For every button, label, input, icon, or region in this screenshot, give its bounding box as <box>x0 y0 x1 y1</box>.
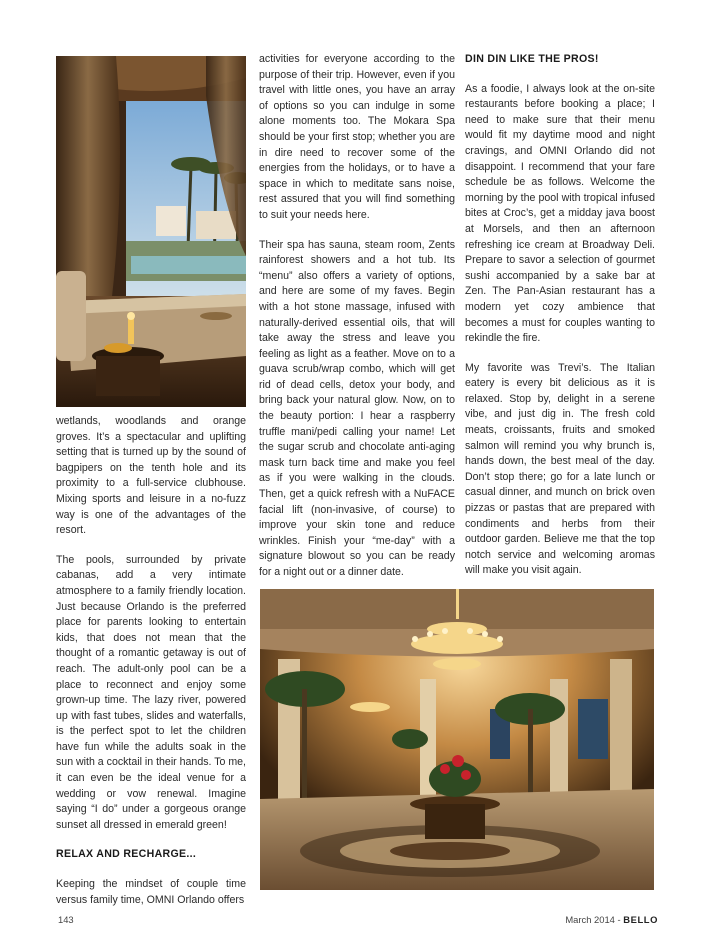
paragraph: activities for everyone according to the purpose of their trip. However, even if you travel with little ones, you have an array of options so you can indulge in some alone moments too. The Mokara Spa should be your first stop; whether you are in dire need to recover some of the energies from the holidays, or to have a space in which to meditate sans noise, rest assured that you will find something to suit your needs here. <box>259 53 455 221</box>
paragraph: My favorite was Trevi’s. The Italian eatery is every bit delicious as it is relaxed. Stop by, delight in a serene vibe, and just dig in. The fresh cold meats, croissants, fruits and smoked salmon will remind you why brunch is, hands down, the best meal of the day. Don’t stop there; go for a late lunch or casual dinner, and munch on brick oven pizzas or pastas that are prepared with condiments and herbs from their outdoor garden. Believe me that the top notch service and welcoming aromas will make you visit again. <box>465 361 655 577</box>
column-2 <box>259 52 455 595</box>
paragraph: wetlands, woodlands and orange groves. It’s a spectacular and uplifting setting that is turned up by the sound of bagpipers on the tenth hole and its proximity to a full-service clubhouse. Mixing sports and leisure in a no-fuzz way is one of the advantages of the resort. <box>56 415 246 537</box>
section-heading: RELAX AND RECHARGE... <box>56 848 197 861</box>
lobby-photo <box>260 589 654 890</box>
paragraph: As a foodie, I always look at the on-site restaurants before booking a place; I need to make sure that their menu would fit my daytime mood and night cravings, and OMNI Orlando did not disappoint. I recommend that your fare schedule be as follows. Welcome the morning by the pool with tropical infused bites at Croc’s, get a midday java boost at Morsels, and then an afternoon refreshing ice cream at Broadway Deli. Prepare to savor a selection of gourmet sushi accompanied by a sake bar at Zen. The Pan-Asian restaurant has a modern yet cozy ambience that becomes a must for couples wanting to rekindle the fire. <box>465 82 655 345</box>
section-heading: DIN DIN LIKE THE PROS! <box>465 53 599 65</box>
magazine-name: BELLO <box>623 914 658 925</box>
column-3 <box>465 52 655 623</box>
column-1 <box>56 414 246 922</box>
issue-label <box>565 914 658 925</box>
paragraph: Keeping the mindset of couple time versus family time, OMNI Orlando offers <box>56 878 246 906</box>
paragraph: Their spa has sauna, steam room, Zents rainforest showers and a hot tub. Its “menu” also offers a variety of options, and here are some of my faves. Begin with a hot stone massage, infused with naturally-derived essential oils, that will take away the stress and leave you feeling as light as a feather. Move on to a guava scrub/wrap combo, which will get rid of dead cells, detox your body, and bring back your natural glow. Now, on to the beauty portion: I hear a raspberry truffle mani/pedi calling your name! Let the sugar scrub and chocolate anti-aging mask turn back time and make you feel as if you were walking in the clouds. Then, get a quick refresh with a NuFACE facial lift (non-invasive, of course) to improve your skin tone and reduce wrinkles. Finish your “me-day” with a signature blowout so you can be ready for a night out or a dinner date. <box>259 238 455 578</box>
page-number: 143 <box>58 914 74 925</box>
cabana-photo <box>56 56 246 407</box>
issue-date: March 2014 - <box>565 914 621 925</box>
paragraph: The pools, surrounded by private cabanas, add a very intimate atmosphere to a family friendly location. Just because Orlando is the preferred place for parents looking to entertain kids, that does not mean that the thought of a romantic getaway is out of reach. The adult-only pool can be a place to reconnect and enjoy some grown-up time. The lazy river, powered up with fast tubes, slides and waterfalls, is the perfect spot to let the children have fun while the adults soak in the sun with a cocktail in their hands. To me, it can even be the ideal venue for a wedding or vow renewal. Imagine saying “I do” under a gorgeous orange sunset all dressed in emerald green! <box>56 553 246 831</box>
